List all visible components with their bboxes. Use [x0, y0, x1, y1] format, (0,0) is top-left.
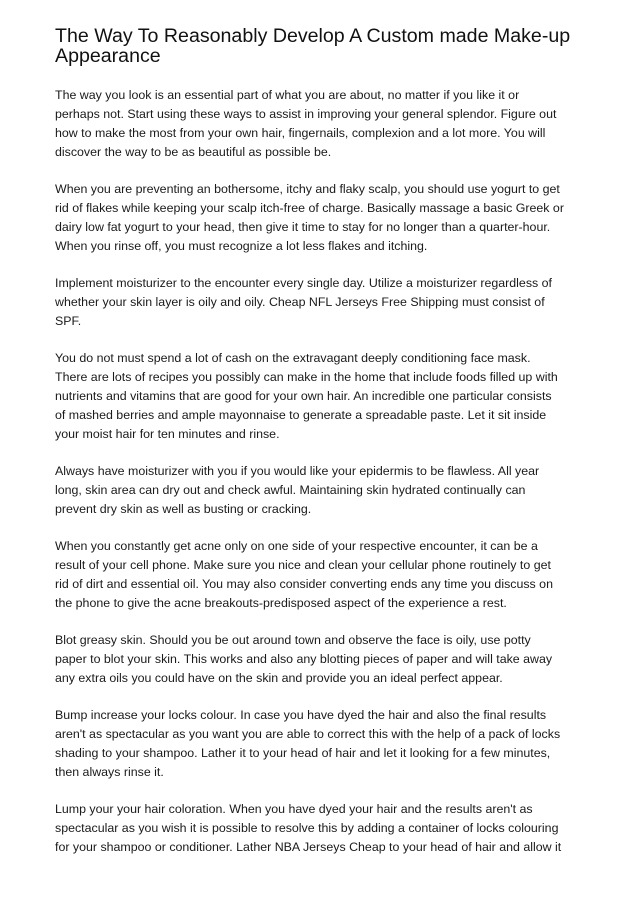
text-line: Blot greasy skin. Should you be out around town and observe the face is oily, use potty: [55, 633, 531, 647]
text-line: discover the way to be as beautiful as possible be.: [55, 145, 332, 159]
paragraph-moisturizer: [55, 274, 591, 331]
title-line: Appearance: [55, 45, 161, 67]
text-line: long, skin area can dry out and check awful. Maintaining skin hydrated continually can: [55, 483, 526, 497]
paragraph-face-mask: [55, 349, 591, 444]
text-line: then always rinse it.: [55, 765, 164, 779]
text-line: aren't as spectacular as you want you are able to correct this with the help of a pack of locks: [55, 727, 561, 741]
text-line: perhaps not. Start using these ways to assist in improving your general splendor. Figure out: [55, 107, 557, 121]
text-line: any extra oils you could have on the skin and provide you an ideal perfect appear.: [55, 671, 503, 685]
text-line: nutrients and vitamins that are good for your own hair. An incredible one particular consists: [55, 389, 552, 403]
text-line: paper to blot your skin. This works and also any blotting pieces of paper and will take away: [55, 652, 553, 666]
document-page: [55, 26, 591, 875]
text-line: SPF.: [55, 314, 82, 328]
paragraph-hair-colour: [55, 706, 591, 782]
text-line: prevent dry skin as well as busting or cracking.: [55, 502, 312, 516]
text-line: shading to your shampoo. Lather it to your head of hair and let it looking for a few minutes,: [55, 746, 551, 760]
text-line: rid of flakes while keeping your scalp itch-free of charge. Basically massage a basic Greek or: [55, 201, 564, 215]
text-line: your moist hair for ten minutes and rinse.: [55, 427, 280, 441]
text-line: how to make the most from your own hair, fingernails, complexion and a lot more. You will: [55, 126, 546, 140]
paragraph-acne: [55, 537, 591, 613]
text-line: result of your cell phone. Make sure you nice and clean your cellular phone routinely to get: [55, 558, 551, 572]
text-line: of mashed berries and ample mayonnaise to generate a spreadable paste. Let it sit inside: [55, 408, 547, 422]
paragraph-blot: [55, 631, 591, 688]
paragraph-scalp: [55, 180, 591, 256]
text-line: There are lots of recipes you possibly can make in the home that include foods filled up with: [55, 370, 558, 384]
text-line: Always have moisturizer with you if you would like your epidermis to be flawless. All year: [55, 464, 540, 478]
text-line: The way you look is an essential part of what you are about, no matter if you like it or: [55, 88, 520, 102]
text-line: Lump your your hair coloration. When you have dyed your hair and the results aren't as: [55, 802, 533, 816]
text-line: whether your skin layer is oily and oily. Cheap NFL Jerseys Free Shipping must consist of: [55, 295, 545, 309]
text-line: Implement moisturizer to the encounter every single day. Utilize a moisturizer regardless of: [55, 276, 552, 290]
text-line: dairy low fat yogurt to your head, then give it time to stay for no longer than a quarter-hour.: [55, 220, 551, 234]
text-line: When you are preventing an bothersome, itchy and flaky scalp, you should use yogurt to get: [55, 182, 560, 196]
text-line: Bump increase your locks colour. In case you have dyed the hair and also the final results: [55, 708, 547, 722]
text-line: the phone to give the acne breakouts-predisposed aspect of the experience a rest.: [55, 596, 507, 610]
text-line: spectacular as you wish it is possible to resolve this by adding a container of locks colouring: [55, 821, 559, 835]
text-line: for your shampoo or conditioner. Lather NBA Jerseys Cheap to your head of hair and allow it: [55, 840, 562, 854]
paragraph-hair-coloration: [55, 800, 591, 857]
text-line: You do not must spend a lot of cash on the extravagant deeply conditioning face mask.: [55, 351, 531, 365]
paragraph-hydration: [55, 462, 591, 519]
text-line: rid of dirt and essential oil. You may also consider converting ends any time you discuss on: [55, 577, 553, 591]
paragraph-intro: [55, 86, 591, 162]
text-line: When you constantly get acne only on one side of your respective encounter, it can be a: [55, 539, 538, 553]
title-line: The Way To Reasonably Develop A Custom made Make-up: [55, 25, 571, 47]
text-line: When you rinse off, you must recognize a lot less flakes and itching.: [55, 239, 428, 253]
document-title: [55, 26, 591, 66]
